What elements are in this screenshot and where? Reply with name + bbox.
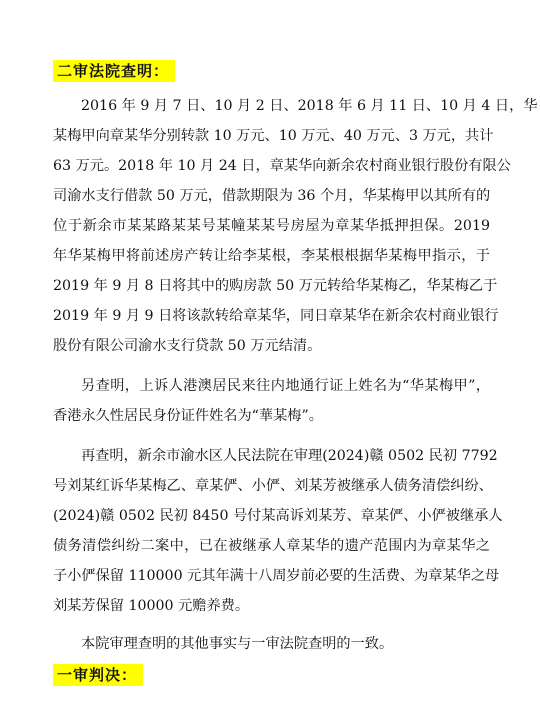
paragraph-line: 63 万元。2018 年 10 月 24 日，章某华向新余农村商业银行股份有限公 [53,158,511,174]
paragraph-line: (2024)赣 0502 民初 8450 号付某高诉刘某芳、章某俨、小俨被继承人 [53,508,503,524]
section-heading-second-instance-findings: 二审法院查明： [53,60,175,82]
section-heading-first-instance-judgment: 一审判决： [53,664,143,686]
paragraph-line: 债务清偿纠纷二案中，已在被继承人章某华的遗产范围内为章某华之 [53,538,490,554]
paragraph-line: 刘某芳保留 10000 元赡养费。 [53,598,250,614]
paragraph-line: 2019 年 9 月 9 日将该款转给章某华，同日章某华在新余农村商业银行 [53,308,499,324]
paragraph-line: 号刘某红诉华某梅乙、章某俨、小俨、刘某芳被继承人债务清偿纠纷、 [53,478,493,494]
paragraph-line: 2016 年 9 月 7 日、10 月 2 日、2018 年 6 月 11 日、10 月 4 日，华 [81,98,538,114]
paragraph-line: 年华某梅甲将前述房产转让给李某根，李某根根据华某梅甲指示，于 [53,248,490,264]
paragraph-line: 香港永久性居民身份证件姓名为“華某梅”。 [53,408,323,424]
paragraph-line: 2019 年 9 月 8 日将其中的购房款 50 万元转给华某梅乙，华某梅乙于 [53,278,498,294]
paragraph-line: 子小俨保留 110000 元其年满十八周岁前必要的生活费、为章某华之母 [53,568,500,584]
paragraph-line: 某梅甲向章某华分别转款 10 万元、10 万元、40 万元、3 万元，共计 [53,128,494,144]
paragraph-line: 司渝水支行借款 50 万元，借款期限为 36 个月，华某梅甲以其所有的 [53,188,491,204]
paragraph-line: 位于新余市某某路某某号某幢某某号房屋为章某华抵押担保。2019 [53,218,490,234]
paragraph-line: 股份有限公司渝水支行贷款 50 万元结清。 [53,338,322,354]
paragraph-line: 再查明，新余市渝水区人民法院在审理(2024)赣 0502 民初 7792 [81,448,498,464]
paragraph-line: 本院审理查明的其他事实与一审法院查明的一致。 [81,636,394,652]
paragraph-line: 另查明，上诉人港澳居民来往内地通行证上姓名为“华某梅甲”， [81,378,490,394]
